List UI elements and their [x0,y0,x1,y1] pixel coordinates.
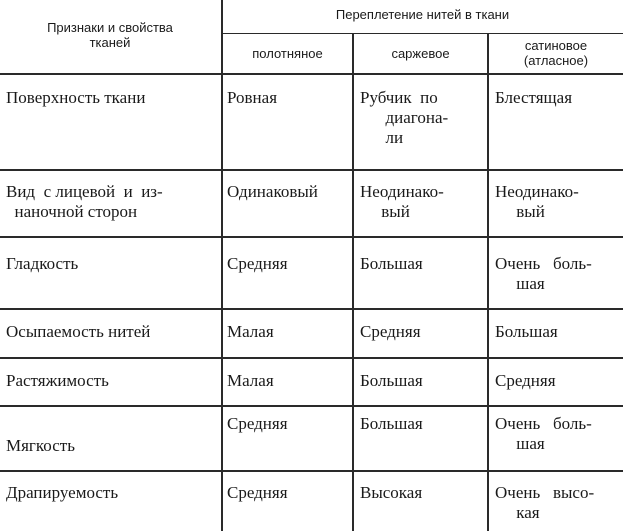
plain-value: Ровная [227,88,278,107]
row-label: Гладкость [6,254,79,273]
plain-value: Средняя [227,483,288,502]
satin-value: Неодинако- вый [495,182,579,221]
row-divider [0,470,623,472]
row-label: Осыпаемость нитей [6,322,151,341]
satin-value: Очень боль- шая [495,254,592,293]
row-divider [0,236,623,238]
column-divider [352,34,354,531]
twill-value: Средняя [360,322,421,341]
plain-value: Средняя [227,254,288,273]
plain-value: Средняя [227,414,288,433]
column-header-twill: саржевое [391,46,450,61]
plain-value: Одинаковый [227,182,318,201]
satin-value: Средняя [495,371,556,390]
satin-value: Очень боль- шая [495,414,592,453]
row-divider [0,169,623,171]
row-label: Растяжимость [6,371,109,390]
column-header-plain: полотняное [252,46,323,61]
column-divider [487,34,489,531]
row-label: Вид с лицевой и из- наночной сторон [6,182,163,221]
row-divider [0,73,623,75]
row-label: Драпируемость [6,483,119,502]
satin-value: Очень высо- кая [495,483,595,522]
twill-value: Высокая [360,483,423,502]
row-divider [0,308,623,310]
plain-value: Малая [227,322,274,341]
plain-value: Малая [227,371,274,390]
twill-value: Рубчик по диагона- ли [360,88,449,147]
twill-value: Большая [360,254,423,273]
twill-value: Большая [360,414,423,433]
row-label: Поверхность ткани [6,88,146,107]
row-label: Мягкость [6,436,75,455]
satin-value: Большая [495,322,558,341]
satin-value: Блестящая [495,88,573,107]
row-divider [0,405,623,407]
column-divider [221,0,223,531]
header-divider [221,33,623,34]
weave-group-header: Переплетение нитей в ткани [335,7,510,22]
twill-value: Неодинако- вый [360,182,444,221]
column-header-satin: сатиновое (атласное) [523,38,589,68]
property-column-header: Признаки и свойства тканей [47,20,173,50]
twill-value: Большая [360,371,423,390]
row-divider [0,357,623,359]
